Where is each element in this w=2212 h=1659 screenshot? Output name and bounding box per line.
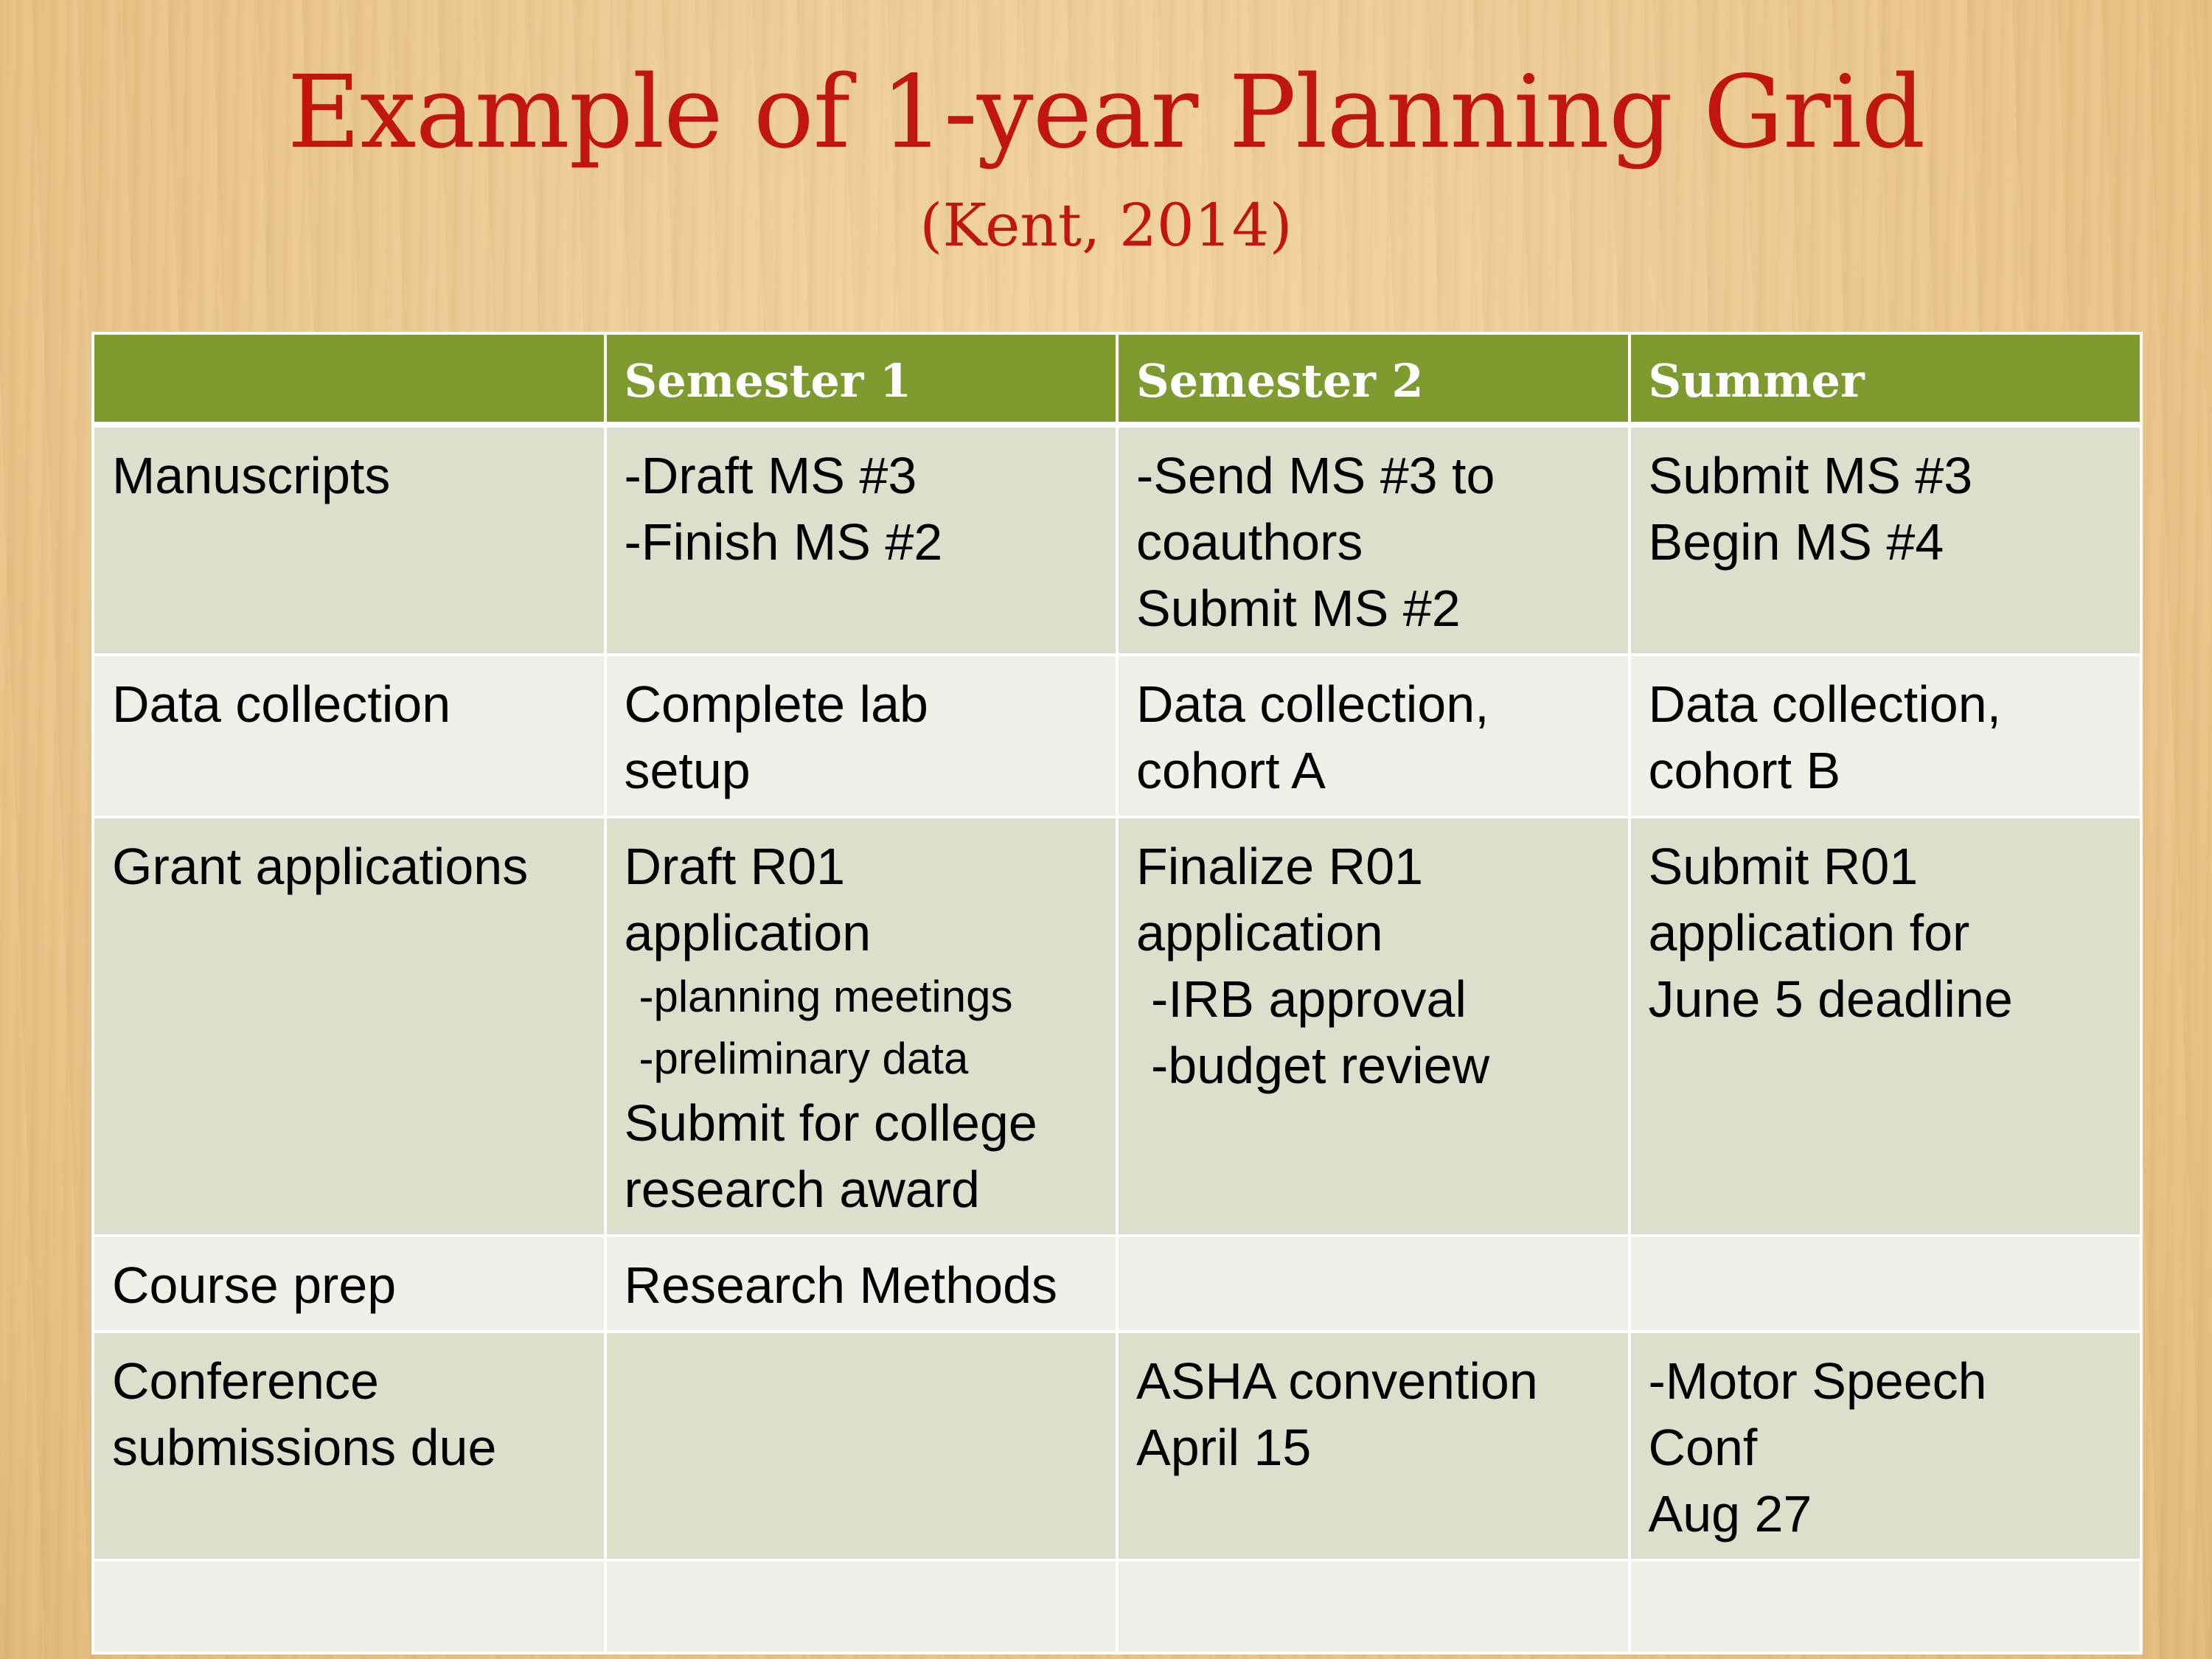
cell-manuscripts-semester-2 — [1117, 425, 1630, 655]
empty-cell — [605, 1560, 1118, 1653]
row-label-text: Manuscripts — [112, 447, 391, 504]
cell-line: Begin MS #4 — [1648, 513, 1944, 571]
cell-conference-semester-2 — [1117, 1332, 1630, 1560]
cell-line: Data collection, — [1648, 675, 2002, 733]
cell-line: application — [1136, 904, 1383, 961]
slide-subtitle: (Kent, 2014) — [919, 191, 1293, 260]
empty-cell — [1630, 1560, 2142, 1653]
cell-line: June 5 deadline — [1648, 970, 2013, 1028]
cell-line: -Draft MS #3 — [624, 447, 917, 504]
header-cell-semester-1: Semester 1 — [605, 333, 1118, 425]
row-label-manuscripts — [93, 425, 605, 655]
cell-line: research award — [624, 1161, 980, 1218]
cell-grant-applications-semester-2 — [1117, 817, 1630, 1236]
row-label-data-collection — [93, 655, 605, 817]
cell-line: Submit for college — [624, 1094, 1037, 1152]
cell-line: application — [624, 904, 872, 961]
cell-grant-applications-summer — [1630, 817, 2142, 1236]
table-row-data-collection — [93, 655, 2141, 817]
cell-line: -Finish MS #2 — [624, 513, 943, 571]
cell-line: Data collection, — [1136, 675, 1489, 733]
cell-course-prep-summer — [1630, 1236, 2142, 1332]
row-label-text: Data collection — [112, 675, 451, 733]
cell-line: Aug 27 — [1648, 1485, 1812, 1543]
cell-subline: -preliminary data — [639, 1034, 969, 1083]
cell-line: Submit R01 — [1648, 838, 1919, 895]
cell-line: setup — [624, 742, 751, 799]
row-label-text: Conference — [112, 1352, 379, 1410]
cell-line: April 15 — [1136, 1419, 1312, 1476]
table-row-manuscripts — [93, 425, 2141, 655]
cell-manuscripts-summer — [1630, 425, 2142, 655]
cell-data-collection-semester-2 — [1117, 655, 1630, 817]
cell-subline: -planning meetings — [639, 972, 1013, 1021]
header-row — [93, 333, 2141, 425]
row-label-text: submissions due — [112, 1419, 497, 1476]
cell-line: Submit MS #2 — [1136, 580, 1461, 637]
cell-manuscripts-semester-1 — [605, 425, 1118, 655]
cell-line: -Send MS #3 to — [1136, 447, 1495, 504]
cell-course-prep-semester-1 — [605, 1236, 1118, 1332]
cell-conference-summer — [1630, 1332, 2142, 1560]
row-label-text: Grant applications — [112, 838, 529, 895]
cell-line: -Motor Speech — [1648, 1352, 1987, 1410]
cell-grant-applications-semester-1 — [605, 817, 1118, 1236]
row-label-grant-applications — [93, 817, 605, 1236]
cell-data-collection-summer — [1630, 655, 2142, 817]
cell-line: cohort B — [1648, 742, 1841, 799]
cell-line: Submit MS #3 — [1648, 447, 1973, 504]
row-label-course-prep — [93, 1236, 605, 1332]
table-row-conference-submissions — [93, 1332, 2141, 1560]
slide-title: Example of 1-year Planning Grid — [287, 55, 1925, 171]
cell-data-collection-semester-1 — [605, 655, 1118, 817]
empty-cell — [93, 1560, 605, 1653]
cell-line: Draft R01 — [624, 838, 846, 895]
cell-line: Complete lab — [624, 675, 928, 733]
row-label-conference-submissions — [93, 1332, 605, 1560]
empty-cell — [1117, 1560, 1630, 1653]
planning-grid-table — [91, 332, 2143, 1655]
header-cell-semester-2: Semester 2 — [1117, 333, 1630, 425]
cell-line: cohort A — [1136, 742, 1326, 799]
cell-line: coauthors — [1136, 513, 1363, 571]
cell-course-prep-semester-2 — [1117, 1236, 1630, 1332]
cell-subline: -IRB approval — [1151, 970, 1467, 1028]
cell-line: ASHA convention — [1136, 1352, 1538, 1410]
row-label-text: Course prep — [112, 1256, 397, 1314]
cell-line: Research Methods — [624, 1256, 1058, 1314]
table-row-course-prep — [93, 1236, 2141, 1332]
cell-line: application for — [1648, 904, 1970, 961]
cell-line: Conf — [1648, 1419, 1758, 1476]
header-cell-blank — [93, 333, 605, 425]
cell-conference-semester-1 — [605, 1332, 1118, 1560]
table-row-grant-applications — [93, 817, 2141, 1236]
cell-subline: -budget review — [1151, 1037, 1490, 1094]
table-row-empty — [93, 1560, 2141, 1653]
cell-line: Finalize R01 — [1136, 838, 1424, 895]
header-cell-summer: Summer — [1630, 333, 2142, 425]
